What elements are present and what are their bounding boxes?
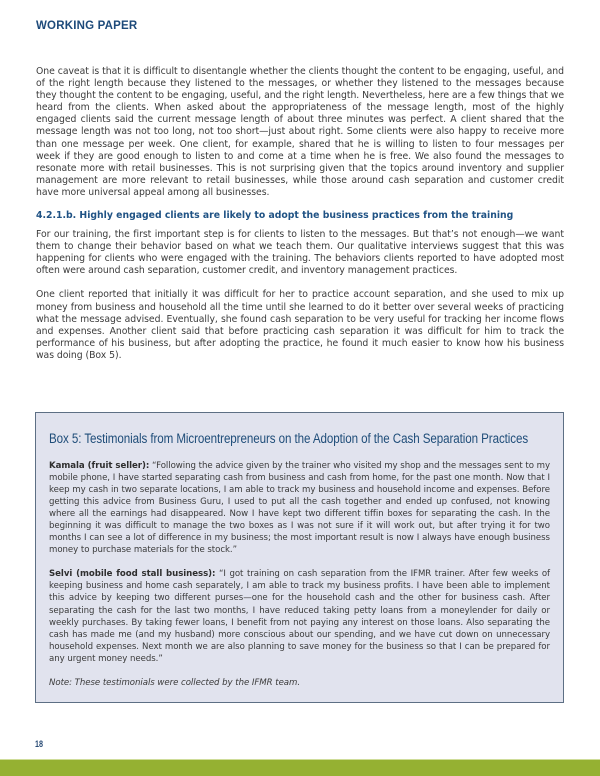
box-note: Note: These testimonials were collected by the IFMR team. bbox=[49, 677, 301, 688]
paragraph-training: For our training, the first important step is for clients to listen to the messages. But that’s not enough—we want them to change their behavior based on what we teach them. Our qualitative interviews suggest that this was happening for clients who were engaged with the training. The behaviors clients reported to have adopted most often were around cash separation, customer credit, and inventory management practices. bbox=[36, 229, 564, 277]
running-header: WORKING PAPER bbox=[36, 20, 138, 32]
testimonial-speaker: Kamala (fruit seller): bbox=[49, 461, 150, 471]
paragraph-caveat: One caveat is that it is difficult to disentangle whether the clients thought the content to be engaging, useful, and of the right length because they listened to the messages, or whether they listened to the messages because they thought the content to be engaging, useful, and the right length. Nevertheless, here are a few things that we heard from the clients. When asked about the appropriateness of the message length, most of the highly engaged clients said the current message length of about three minutes was perfect. A client shared that the message length was not too long, not too short—just about right. Some clients were also happy to receive more than one message per week. One client, for example, shared that he is willing to listen to four messages per week if they are good enough to listen to and come at a time when he is free. We also found the messages to resonate more with retail businesses. This is not surprising given that the topics around inventory and supplier management are more relevant to retail businesses, while those around cash separation and customer credit have more universal appeal among all businesses. bbox=[36, 66, 564, 198]
main-content bbox=[36, 66, 564, 362]
testimonial-speaker: Selvi (mobile food stall business): bbox=[49, 569, 216, 580]
page-number: 18 bbox=[35, 739, 44, 749]
footer-bar bbox=[0, 760, 600, 776]
box-title: Box 5: Testimonials from Microentrepreneurs on the Adoption of the Cash Separation Practices bbox=[49, 431, 529, 446]
testimonial-quote: “I got training on cash separation from the IFMR trainer. After few weeks of keeping business and home cash separately, I am able to track my business profits. I have been able to implement this advice by keeping two different purses—one for the household cash and the other for business cash. After separating the cash for the last two months, I have reduced taking petty loans from a moneylender for daily or weekly purchases. By taking fewer loans, I benefit from not paying any interest on those loans. Also separating the cash has made me (and my husband) more conscious about our spending, and we have cut down on unnecessary household expenses. Next month we are also planning to save money for the business so that I can be prepared for any urgent money needs.” bbox=[49, 569, 551, 664]
testimonial-box bbox=[35, 412, 564, 703]
paragraph-client-report: One client reported that initially it was difficult for her to practice account separation, and she used to mix up money from business and household all the time until she learned to do it better over several weeks of practicing what the message advised. Eventually, she found cash separation to be very useful for tracking her income flows and expenses. Another client said that before practicing cash separation it was difficult for him to track the performance of his business, but after adopting the practice, he found it much easier to know how his business was doing (Box 5). bbox=[36, 289, 564, 361]
testimonial-selvi bbox=[49, 568, 550, 664]
section-subheading: 4.2.1.b. Highly engaged clients are likely to adopt the business practices from the training bbox=[36, 210, 514, 222]
testimonial-quote: “Following the advice given by the trainer who visited my shop and the messages sent to my mobile phone, I have started separating cash from business and cash from home, for the past one month. Now that I keep my cash in two separate locations, I am able to track my business and household income and expenses. Before getting this advice from Business Guru, I used to put all the cash together and ended up confused, not knowing where all the earnings had disappeared. Now I have kept two different tiffin boxes for separating the cash. In the beginning it was difficult to manage the two boxes as I was not sure if it will work out, but after trying it for two months I can see a lot of difference in my business; the most important result is now I always have enough business money to purchase materials for the stock.” bbox=[49, 461, 550, 556]
testimonial-kamala bbox=[49, 460, 550, 556]
